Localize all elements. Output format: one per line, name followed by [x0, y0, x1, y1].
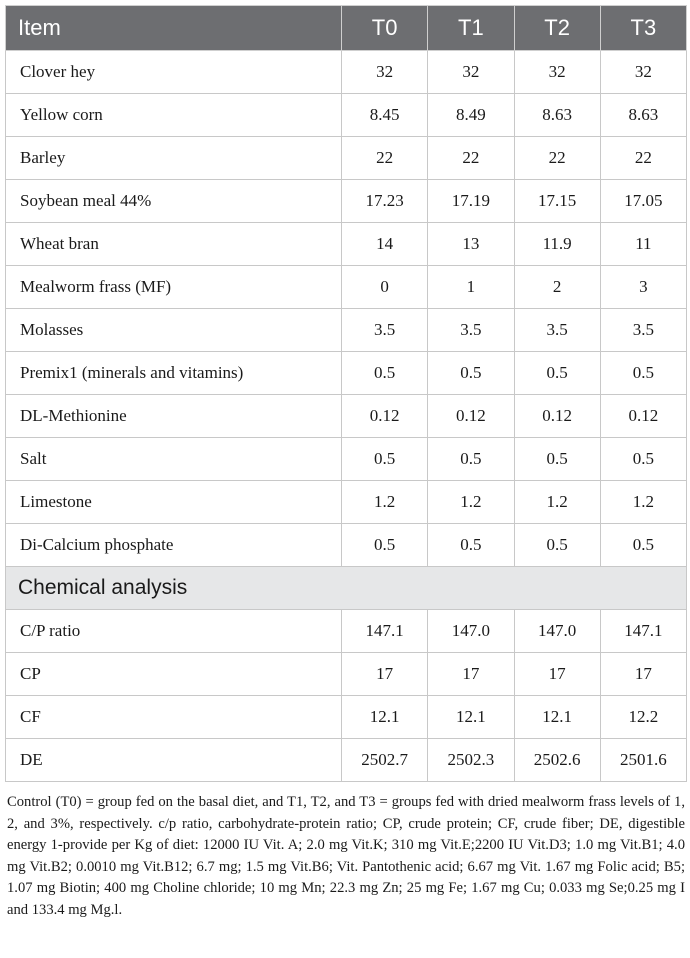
- cell-value: 17: [428, 653, 514, 696]
- cell-value: 0.5: [600, 352, 686, 395]
- cell-value: 2502.7: [342, 739, 428, 782]
- table-row: [6, 180, 687, 223]
- row-label: CF: [6, 696, 342, 739]
- cell-value: 2501.6: [600, 739, 686, 782]
- row-label: DL-Methionine: [6, 395, 342, 438]
- table-row: [6, 524, 687, 567]
- cell-value: 1.2: [514, 481, 600, 524]
- cell-value: 0.5: [428, 352, 514, 395]
- cell-value: 0.5: [514, 524, 600, 567]
- row-label: C/P ratio: [6, 610, 342, 653]
- cell-value: 147.0: [428, 610, 514, 653]
- row-label: Barley: [6, 137, 342, 180]
- table-footnote: Control (T0) = group fed on the basal diet, and T1, T2, and T3 = groups fed with dried mealworm frass levels of 1, 2, and 3%, respectively. c/p ratio, carbohydrate-protein ratio; CP, crude protein; CF, crude fiber; DE, digestible energy 1-provide per Kg of diet: 12000 IU Vit. A; 2.0 mg Vit.K; 310 mg Vit.E;2200 IU Vit.D3; 1.0 mg Vit.B1; 4.0 mg Vit.B2; 0.0010 mg Vit.B12; 6.7 mg; 1.5 mg Vit.B6; Vit. Pantothenic acid; 6.67 mg Vit. 1.67 mg Folic acid; B5; 1.07 mg Biotin; 400 mg Choline chloride; 10 mg Mn; 22.3 mg Zn; 25 mg Fe; 1.67 mg Cu; 0.033 mg Se;0.25 mg I and 133.4 mg Mg.l.: [7, 794, 685, 918]
- cell-value: 1.2: [342, 481, 428, 524]
- cell-value: 0.12: [342, 395, 428, 438]
- cell-value: 8.45: [342, 94, 428, 137]
- cell-value: 8.49: [428, 94, 514, 137]
- row-label: DE: [6, 739, 342, 782]
- cell-value: 147.1: [600, 610, 686, 653]
- table-row: [6, 223, 687, 266]
- cell-value: 17.05: [600, 180, 686, 223]
- table-row: [6, 51, 687, 94]
- cell-value: 1.2: [428, 481, 514, 524]
- table-row: [6, 653, 687, 696]
- row-label: Premix1 (minerals and vitamins): [6, 352, 342, 395]
- row-label: Yellow corn: [6, 94, 342, 137]
- cell-value: 3.5: [600, 309, 686, 352]
- diet-composition-table-container: [5, 5, 686, 922]
- row-label: Molasses: [6, 309, 342, 352]
- cell-value: 11: [600, 223, 686, 266]
- cell-value: 0.5: [342, 438, 428, 481]
- cell-value: 0.12: [428, 395, 514, 438]
- cell-value: 8.63: [514, 94, 600, 137]
- cell-value: 0.12: [514, 395, 600, 438]
- diet-composition-table: [5, 5, 687, 782]
- cell-value: 147.1: [342, 610, 428, 653]
- row-label: Di-Calcium phosphate: [6, 524, 342, 567]
- cell-value: 22: [342, 137, 428, 180]
- table-row: [6, 137, 687, 180]
- cell-value: 17: [600, 653, 686, 696]
- cell-value: 22: [428, 137, 514, 180]
- header-t1: T1: [428, 6, 514, 51]
- cell-value: 17.23: [342, 180, 428, 223]
- table-row: [6, 610, 687, 653]
- cell-value: 3.5: [428, 309, 514, 352]
- cell-value: 0.12: [600, 395, 686, 438]
- cell-value: 0.5: [428, 438, 514, 481]
- table-row: [6, 438, 687, 481]
- table-row: [6, 696, 687, 739]
- cell-value: 17.15: [514, 180, 600, 223]
- cell-value: 12.2: [600, 696, 686, 739]
- cell-value: 0: [342, 266, 428, 309]
- cell-value: 12.1: [342, 696, 428, 739]
- cell-value: 12.1: [514, 696, 600, 739]
- row-label: Clover hey: [6, 51, 342, 94]
- cell-value: 14: [342, 223, 428, 266]
- cell-value: 1.2: [600, 481, 686, 524]
- cell-value: 12.1: [428, 696, 514, 739]
- cell-value: 0.5: [600, 438, 686, 481]
- header-item: Item: [6, 6, 342, 51]
- table-header-row: [6, 6, 687, 51]
- row-label: Wheat bran: [6, 223, 342, 266]
- cell-value: 32: [342, 51, 428, 94]
- cell-value: 3.5: [342, 309, 428, 352]
- cell-value: 0.5: [600, 524, 686, 567]
- cell-value: 0.5: [428, 524, 514, 567]
- cell-value: 0.5: [514, 352, 600, 395]
- cell-value: 0.5: [342, 524, 428, 567]
- row-label: CP: [6, 653, 342, 696]
- cell-value: 1: [428, 266, 514, 309]
- cell-value: 13: [428, 223, 514, 266]
- table-row: [6, 739, 687, 782]
- row-label: Limestone: [6, 481, 342, 524]
- cell-value: 22: [600, 137, 686, 180]
- table-row: [6, 266, 687, 309]
- cell-value: 0.5: [514, 438, 600, 481]
- header-t2: T2: [514, 6, 600, 51]
- header-t0: T0: [342, 6, 428, 51]
- row-label: Mealworm frass (MF): [6, 266, 342, 309]
- table-row: [6, 309, 687, 352]
- cell-value: 17: [342, 653, 428, 696]
- table-row: [6, 94, 687, 137]
- cell-value: 2502.6: [514, 739, 600, 782]
- row-label: Soybean meal 44%: [6, 180, 342, 223]
- cell-value: 8.63: [600, 94, 686, 137]
- cell-value: 147.0: [514, 610, 600, 653]
- cell-value: 2502.3: [428, 739, 514, 782]
- table-row: [6, 352, 687, 395]
- cell-value: 32: [428, 51, 514, 94]
- header-t3: T3: [600, 6, 686, 51]
- table-row: [6, 481, 687, 524]
- cell-value: 3.5: [514, 309, 600, 352]
- cell-value: 2: [514, 266, 600, 309]
- section-header-row: [6, 567, 687, 610]
- cell-value: 17: [514, 653, 600, 696]
- row-label: Salt: [6, 438, 342, 481]
- cell-value: 11.9: [514, 223, 600, 266]
- cell-value: 22: [514, 137, 600, 180]
- cell-value: 0.5: [342, 352, 428, 395]
- table-row: [6, 395, 687, 438]
- cell-value: 3: [600, 266, 686, 309]
- cell-value: 32: [600, 51, 686, 94]
- cell-value: 32: [514, 51, 600, 94]
- cell-value: 17.19: [428, 180, 514, 223]
- section-title-chemical-analysis: Chemical analysis: [6, 567, 687, 610]
